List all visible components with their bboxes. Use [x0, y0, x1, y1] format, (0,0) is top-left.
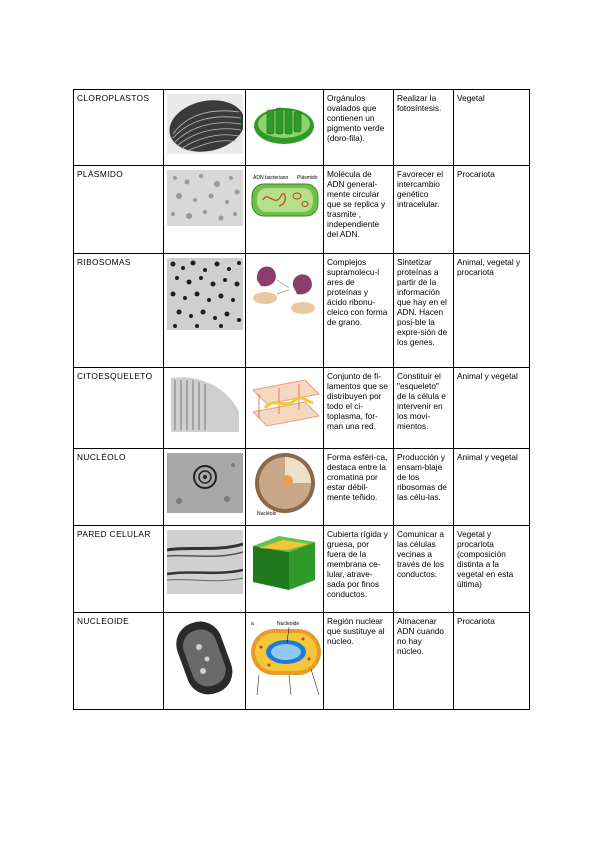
organelle-function: Almacenar ADN cuando no hay núcleo.: [394, 613, 454, 710]
diagram-cell: [246, 368, 324, 449]
ribosome-micrograph: [167, 258, 243, 330]
organelle-name: NUCLÉOLO: [74, 449, 164, 526]
organelle-name: CLOROPLASTOS: [74, 90, 164, 166]
nucleoid-label: Nucleoide: [277, 621, 300, 627]
plasmid-diagram: [249, 170, 321, 226]
table-row: [74, 526, 530, 613]
table-row: [74, 368, 530, 449]
diagram-cell: [246, 254, 324, 368]
nucleoid-diagram: [249, 617, 323, 697]
nucleolus-diagram: [249, 453, 321, 517]
table-row: [74, 254, 530, 368]
organelle-type: Procariota: [454, 613, 530, 710]
organelle-type: Animal, vegetal y procariota: [454, 254, 530, 368]
diagram-cell: [246, 449, 324, 526]
organelle-description: Cubierta rígida y gruesa, por fuera de la membrana ce-lular, atrave-sada por finos conductos.: [324, 526, 394, 613]
nucleolus-label: Nucléolo: [257, 511, 277, 517]
plasmid-micrograph: [167, 170, 243, 226]
diagram-cell: [246, 613, 324, 710]
organelle-description: Molécula de ADN general-mente circular que se replica y trasmite , independiente del ADN.: [324, 166, 394, 254]
organelle-function: Favorecer el intercambio genético intracelular.: [394, 166, 454, 254]
organelle-name: PARED CELULAR: [74, 526, 164, 613]
micrograph-cell: [164, 449, 246, 526]
micrograph-cell: [164, 90, 246, 166]
organelle-type: Animal y vegetal: [454, 368, 530, 449]
organelle-type: Procariota: [454, 166, 530, 254]
table-row: [74, 613, 530, 710]
micrograph-cell: [164, 368, 246, 449]
organelle-name: PLÁSMIDO: [74, 166, 164, 254]
organelle-function: Producción y ensam-blaje de los ribosomas de las célu-las.: [394, 449, 454, 526]
organelle-name: RIBOSOMAS: [74, 254, 164, 368]
chloroplast-micrograph: [167, 94, 243, 154]
ribosome-diagram: [249, 258, 321, 330]
organelle-description: Forma esféri-ca, destaca entre la cromatina por estar débil-mente teñido.: [324, 449, 394, 526]
nucleolus-micrograph: [167, 453, 243, 513]
micrograph-cell: [164, 254, 246, 368]
diagram-cell: [246, 166, 324, 254]
table-row: [74, 90, 530, 166]
nucleoid-micrograph: [167, 617, 243, 697]
organelle-type: Vegetal y procariota (composición distinta a la vegetal en esta última): [454, 526, 530, 613]
diagram-cell: [246, 90, 324, 166]
plasmid-label-plasmid: Plásmido: [297, 175, 318, 181]
micrograph-cell: [164, 613, 246, 710]
diagram-cell: [246, 526, 324, 613]
cytoskeleton-diagram: [249, 372, 321, 436]
organelle-type: Animal y vegetal: [454, 449, 530, 526]
micrograph-cell: [164, 166, 246, 254]
organelle-name: NUCLEOIDE: [74, 613, 164, 710]
organelle-function: Sintetizar proteínas a partir de la información que hay en el ADN. Hacen posi-ble la expre-sión de los genes.: [394, 254, 454, 368]
table-row: [74, 166, 530, 254]
organelle-name: CITOESQUELETO: [74, 368, 164, 449]
nucleoid-diagram-letter: a: [251, 621, 254, 627]
micrograph-cell: [164, 526, 246, 613]
organelle-function: Comunicar a las células vecinas a través de los conductos.: [394, 526, 454, 613]
table-row: [74, 449, 530, 526]
organelle-description: Región nuclear que sustituye al núcleo.: [324, 613, 394, 710]
organelle-description: Conjunto de fi-lamentos que se distribuyen por todo el ci-toplasma, for-man una red.: [324, 368, 394, 449]
organelle-description: Orgánulos ovalados que contienen un pigmento verde (doro-fila).: [324, 90, 394, 166]
organelle-function: Realizar la fotosíntesis.: [394, 90, 454, 166]
organelle-function: Constituir el "esqueleto" de la célula e intervenir en los movi-mientos.: [394, 368, 454, 449]
cytoskeleton-micrograph: [167, 372, 243, 436]
organelle-type: Vegetal: [454, 90, 530, 166]
chloroplast-diagram: [249, 94, 319, 154]
cell-wall-diagram: [249, 530, 321, 594]
cell-wall-micrograph: [167, 530, 243, 594]
plasmid-label-dna: ADN bacteriano: [253, 175, 289, 181]
organelle-description: Complejos supramolecu-l ares de proteínas y ácido ribonu-cleico con forma de grano.: [324, 254, 394, 368]
organelle-table: [73, 89, 530, 710]
